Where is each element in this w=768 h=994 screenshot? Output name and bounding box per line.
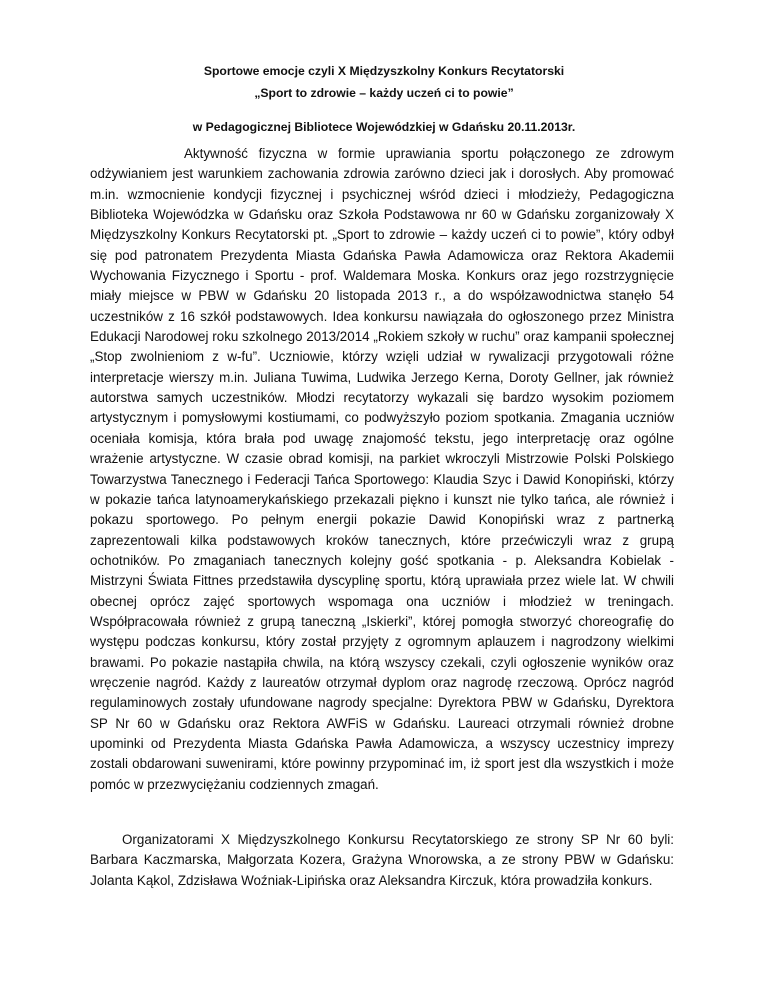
- main-paragraph-text: Aktywność fizyczna w formie uprawiania sportu połączonego ze zdrowym odżywianiem jest warunkiem zachowania zdrowia zarówno dzieci jak i dorosłych. Aby promować m.in. wzmocnienie kondycji fizycznej i psychicznej wśród dzieci i młodzieży, Pedagogiczna Biblioteka Wojewódzka w Gdańsku oraz Szkoła Podstawowa nr 60 w Gdańsku zorganizowały X Międzyszkolny Konkurs Recytatorski pt. „Sport to zdrowie – każdy uczeń ci to powie”, który odbył się pod patronatem Prezydenta Miasta Gdańska Pawła Adamowicza oraz Rektora Akademii Wychowania Fizycznego i Sportu - prof. Waldemara Moska. Konkurs oraz jego rozstrzygnięcie miały miejsce w PBW w Gdańsku 20 listopada 2013 r., a do współzawodnictwa stanęło 54 uczestników z 16 szkół podstawowych. Idea konkursu nawiązała do ogłoszonego przez Ministra Edukacji Narodowej roku szkolnego 2013/2014 „Rokiem szkoły w ruchu” oraz kampanii społecznej „Stop zwolnieniom z w-fu”. Uczniowie, którzy wzięli udział w rywalizacji przygotowali różne interpretacje wierszy m.in. Juliana Tuwima, Ludwika Jerzego Kerna, Doroty Gellner, jak również autorstwa samych uczestników. Młodzi recytatorzy wykazali się bardzo wysokim poziomem artystycznym i pomysłowymi kostiumami, co podwyższyło poziom spotkania. Zmagania uczniów oceniała komisja, która brała pod uwagę znajomość tekstu, jego interpretację oraz ogólne wrażenie artystyczne. W czasie obrad komisji, na parkiet wkroczyli Mistrzowie Polski Polskiego Towarzystwa Tanecznego i Federacji Tańca Sportowego: Klaudia Szyc i Dawid Konopiński, którzy w pokazie tańca latynoamerykańskiego przekazali piękno i kunszt nie tylko tańca, ale również i pokazu sportowego. Po pełnym energii pokazie Dawid Konopiński wraz z partnerką zaprezentowali kilka podstawowych kroków tanecznych, które przećwiczyli wraz z grupą ochotników. Po zmaganiach tanecznych kolejny gość spotkania - p. Aleksandra Kobielak - Mistrzyni Świata Fittnes przedstawiła dyscyplinę sportu, którą uprawiała przez wiele lat. W chwili obecnej oprócz zajęć sportowych wspomaga ona uczniów i młodzież w treningach. Współpracowała również z grupą taneczną „Iskierki”, której pomogła stworzyć choreografię do występu podczas konkursu, który został przyjęty z ogromnym aplauzem i nagrodzony wielkimi brawami. Po pokazie nastąpiła chwila, na którą wszyscy czekali, czyli ogłoszenie wyników oraz wręczenie nagród. Każdy z laureatów otrzymał dyplom oraz nagrodę rzeczową. Oprócz nagród regulaminowych zostały ufundowane nagrody specjalne: Dyrektora PBW w Gdańsku, Dyrektora SP Nr 60 w Gdańsku oraz Rektora AWFiS w Gdańsku. Laureaci otrzymali również drobne upominki od Prezydenta Miasta Gdańska Pawła Adamowicza, a wszyscy uczestnicy imprezy zostali obdarowani suwenirami, które powinny przypominać im, iż sport jest dla wszystkich i może pomóc w przezwyciężaniu codziennych zmagań.: [90, 146, 674, 792]
- document-subtitle: „Sport to zdrowie – każdy uczeń ci to powie”: [254, 86, 514, 100]
- organizers-paragraph: [90, 830, 674, 891]
- main-paragraph: [90, 144, 674, 795]
- document-title: Sportowe emocje czyli X Międzyszkolny Konkurs Recytatorski: [203, 64, 565, 78]
- event-location-date: w Pedagogicznej Bibliotece Wojewódzkiej w Gdańsku 20.11.2013r.: [192, 120, 576, 134]
- organizers-paragraph-text: Organizatorami X Międzyszkolnego Konkursu Recytatorskiego ze strony SP Nr 60 byli: Barbara Kaczmarska, Małgorzata Kozera, Grażyna Wnorowska, a ze strony PBW w Gdańsku: Jolanta Kąkol, Zdzisława Woźniak-Lipińska oraz Aleksandra Kirczuk, która prowadziła konkurs.: [90, 832, 674, 888]
